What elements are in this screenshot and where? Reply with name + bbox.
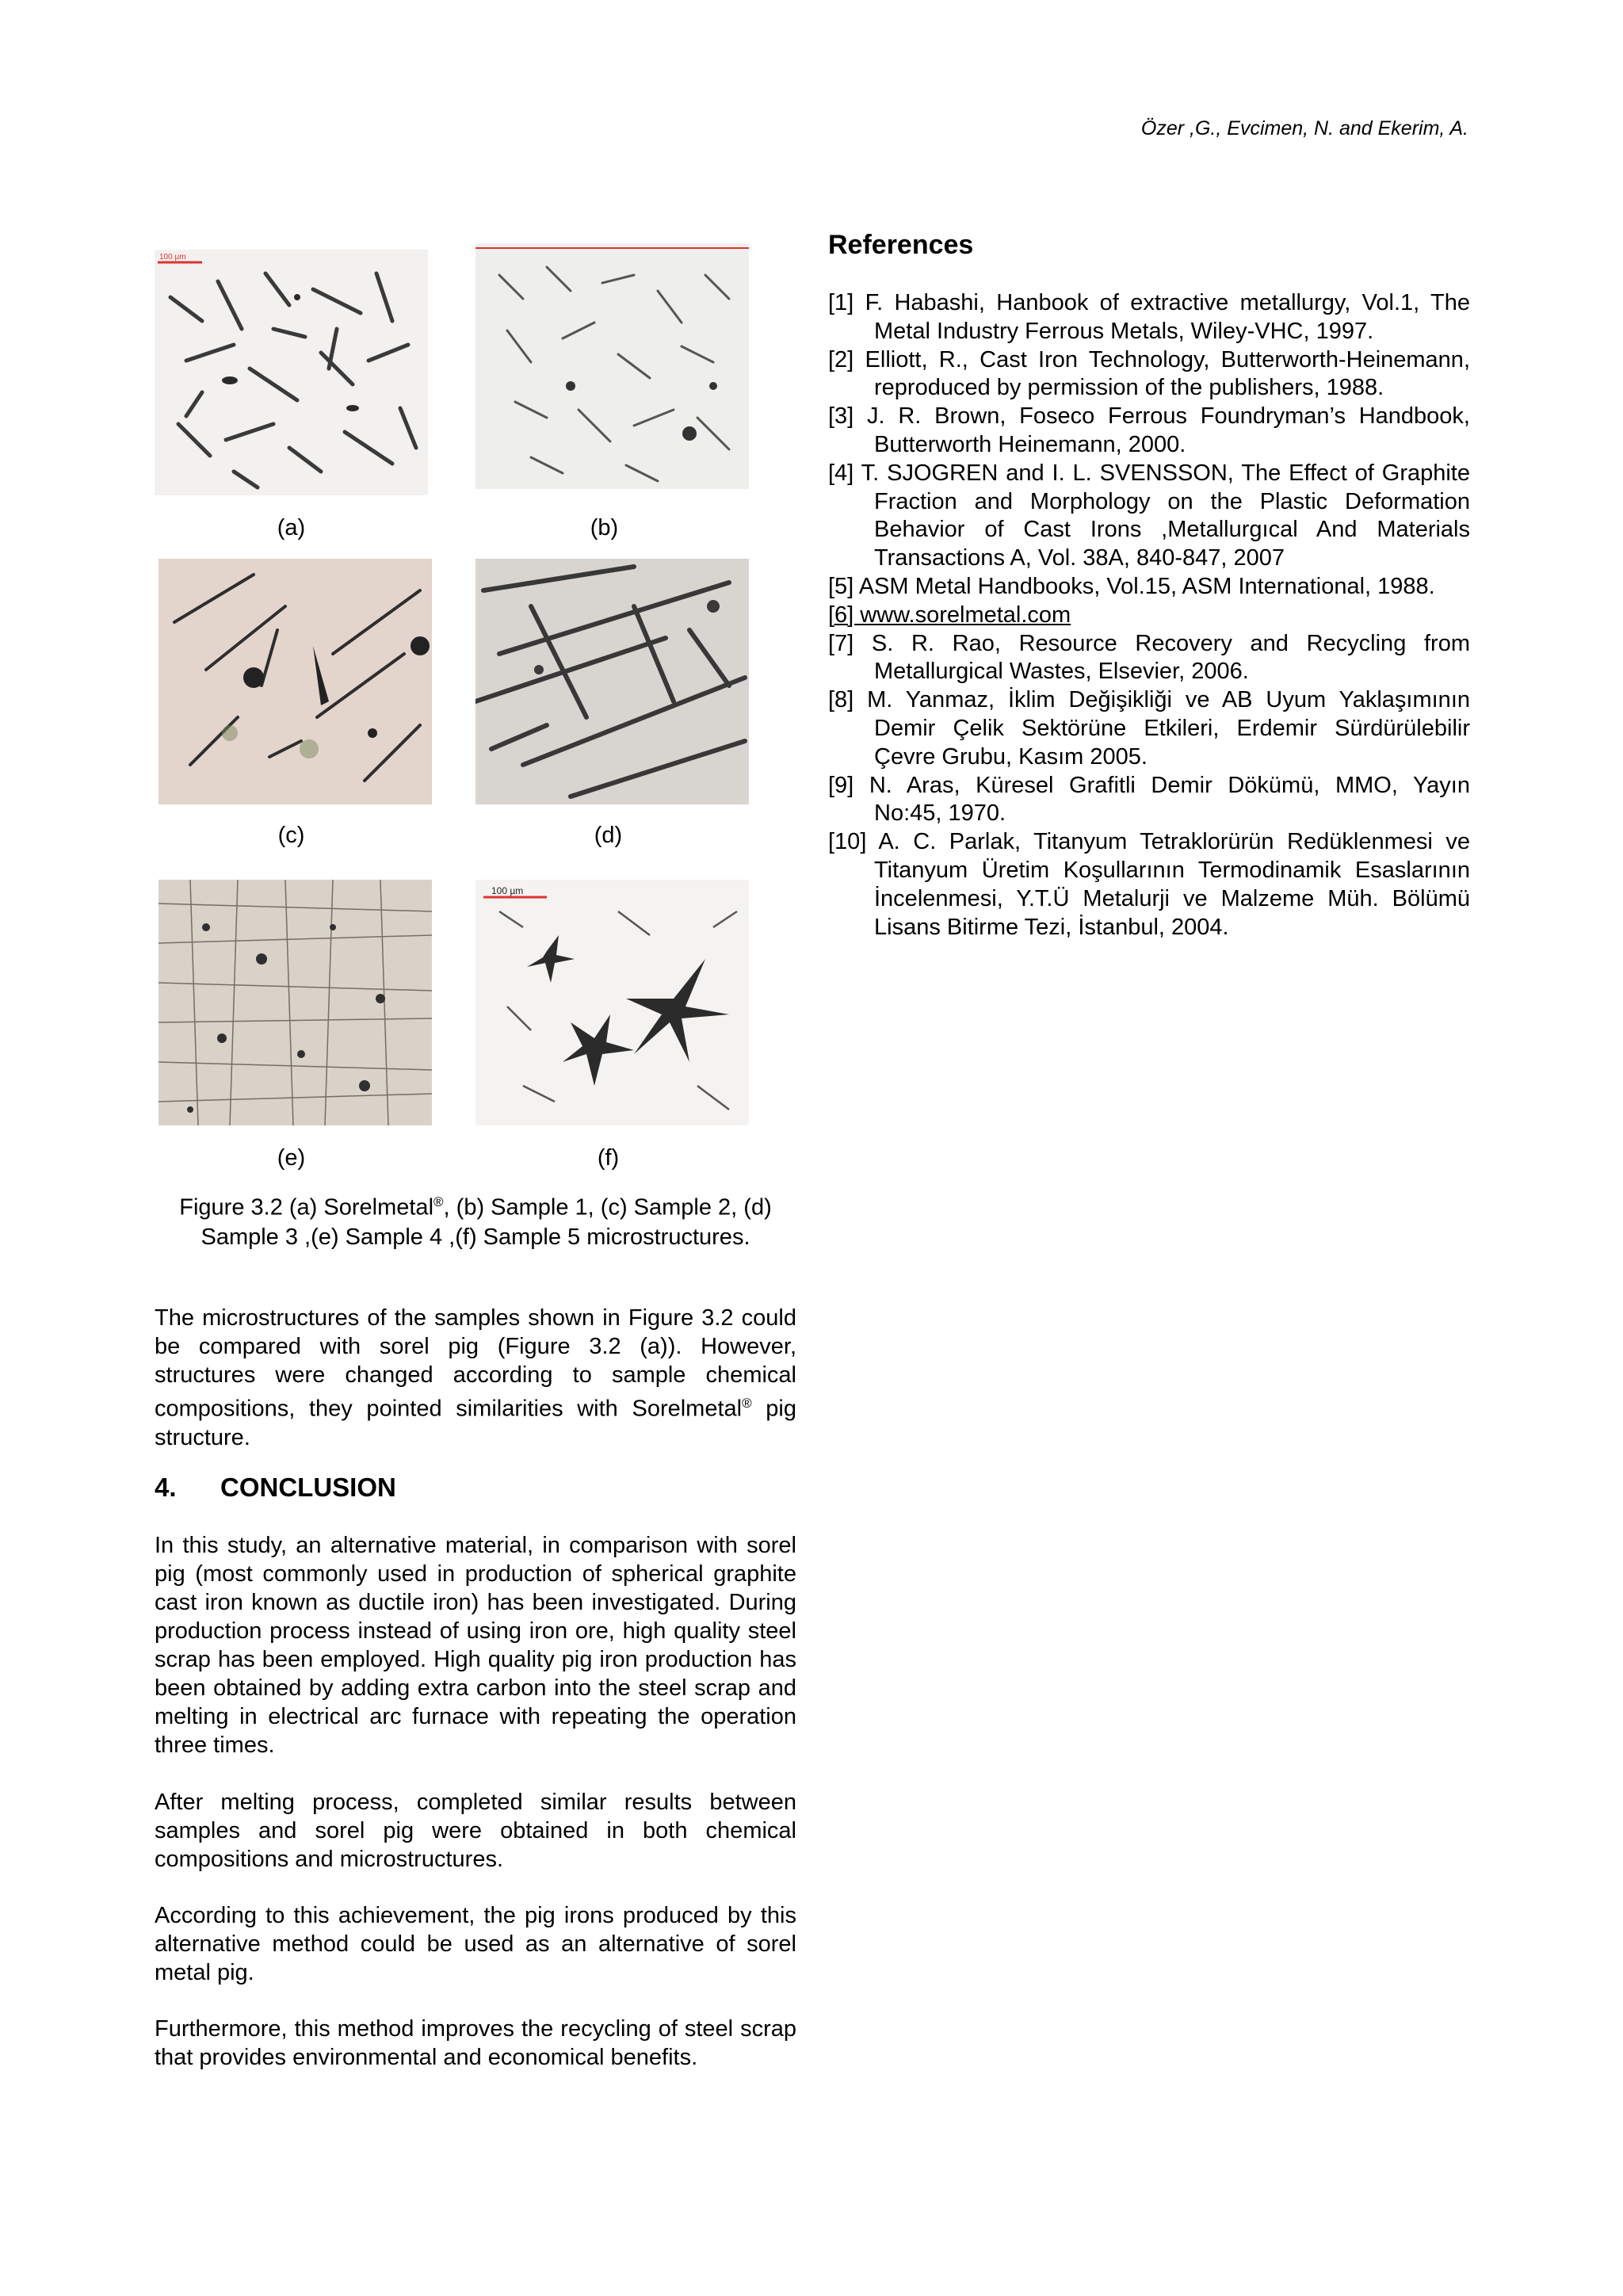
micrograph-e — [158, 880, 432, 1125]
micrograph-c — [158, 559, 432, 804]
reference-item-7: [7] S. R. Rao, Resource Recovery and Recycling from Metallurgical Wastes, Elsevier, 2006. — [828, 630, 1470, 685]
panel-label-e: (e) — [277, 1145, 306, 1171]
micrograph-c-image — [158, 559, 432, 804]
paragraph-conclusion-2: After melting process, completed similar results between samples and sorel pig were obtained in both chemical compositions and microstructures. — [155, 1790, 796, 1872]
section-heading-conclusion — [155, 1473, 396, 1503]
references-list — [828, 289, 1470, 942]
section-title: CONCLUSION — [220, 1473, 396, 1502]
reference-item-4: [4] T. SJOGREN and I. L. SVENSSON, The Effect of Graphite Fraction and Morphology on the Plastic Deformation Behavior of Cast Irons ,Metallurgıcal And Materials Transactions A, Vol. 38A, 840-847, 2007 — [828, 460, 1470, 571]
paragraph-microstructures — [155, 1304, 796, 1452]
reference-item-8: [8] M. Yanmaz, İklim Değişikliği ve AB Uyum Yaklaşımının Demir Çelik Sektörüne Etkileri, Erdemir Sürdürülebilir Çevre Grubu, Kasım 2005. — [828, 687, 1470, 770]
running-head: Özer ,G., Evcimen, N. and Ekerim, A. — [1140, 117, 1468, 139]
panel-label-c: (c) — [277, 823, 305, 848]
micrograph-b — [475, 243, 749, 489]
panel-label-d: (d) — [594, 823, 623, 848]
micrograph-d — [475, 559, 749, 804]
figure-3-2 — [155, 242, 796, 1177]
reference-item-5: [5] ASM Metal Handbooks, Vol.15, ASM International, 1988. — [828, 573, 1435, 599]
micrograph-a-image — [155, 250, 428, 495]
reference-item-9: [9] N. Aras, Küresel Grafitli Demir Dökümü, MMO, Yayın No:45, 1970. — [828, 772, 1470, 827]
references-section — [828, 230, 1470, 942]
micrograph-e-image — [158, 880, 432, 1125]
reference-item-1: [1] F. Habashi, Hanbook of extractive metallurgy, Vol.1, The Metal Industry Ferrous Metals, Wiley-VHC, 1997. — [828, 290, 1470, 344]
caption-registered-mark: ® — [433, 1194, 444, 1209]
caption-part1: Figure 3.2 (a) Sorelmetal — [179, 1194, 434, 1221]
references-title: References — [828, 230, 974, 260]
panel-label-b: (b) — [590, 515, 619, 541]
panel-label-f: (f) — [597, 1145, 620, 1171]
reference-item-2: [2] Elliott, R., Cast Iron Technology, Butterworth-Heinemann, reproduced by permission of the publishers, 1988. — [828, 346, 1470, 401]
figure-caption — [155, 1187, 796, 1252]
p1-registered-mark: ® — [742, 1396, 752, 1411]
micrograph-d-image — [475, 559, 749, 804]
caption-part2: , (b) Sample 1, (c) Sample 2, (d) Sample 3 ,(e) Sample 4 ,(f) Sample 5 microstructures. — [200, 1194, 772, 1250]
p1-tail: pig structure. — [155, 1396, 796, 1450]
micrograph-f-image — [475, 880, 749, 1125]
panel-label-a: (a) — [277, 515, 306, 541]
reference-item-6[interactable] — [828, 602, 1470, 630]
micrograph-a — [155, 250, 428, 495]
p1-text: The microstructures of the samples shown in Figure 3.2 could be compared with sorel pig (Figure 3.2 (a)). However, structures were changed according to sample chemical compositions, they pointed similarities with Sorelmetal — [155, 1305, 796, 1422]
micrograph-f — [475, 880, 749, 1125]
reference-item-10: [10] A. C. Parlak, Titanyum Tetraklorürün Redüklenmesi ve Titanyum Üretim Koşullarının Termodinamik Esaslarının İncelenmesi, Y.T.Ü Metalurji ve Malzeme Müh. Bölümü Lisans Bitirme Tezi, İstanbul, 2004. — [828, 829, 1470, 940]
scale-bar-f: 100 µm — [491, 885, 524, 896]
scale-bar-a: 100 µm — [159, 253, 186, 262]
section-number: 4. — [155, 1473, 177, 1502]
micrograph-b-image — [475, 243, 749, 489]
reference-item-3: [3] J. R. Brown, Foseco Ferrous Foundryman’s Handbook, Butterworth Heinemann, 2000. — [828, 403, 1470, 457]
reference-link-sorelmetal[interactable]: [6] www.sorelmetal.com — [828, 602, 1071, 628]
paragraph-conclusion-4: Furthermore, this method improves the recycling of steel scrap that provides environmental and economical benefits. — [155, 2016, 796, 2070]
paragraph-conclusion-3: According to this achievement, the pig irons produced by this alternative method could be used as an alternative of sorel metal pig. — [155, 1903, 796, 1985]
paragraph-conclusion-1: In this study, an alternative material, in comparison with sorel pig (most commonly used in production of spherical graphite cast iron known as ductile iron) has been investigated. During production process instead of using iron ore, high quality steel scrap has been employed. High quality pig iron production has been obtained by adding extra carbon into the steel scrap and melting in electrical arc furnace with repeating the operation three times. — [155, 1533, 796, 1758]
